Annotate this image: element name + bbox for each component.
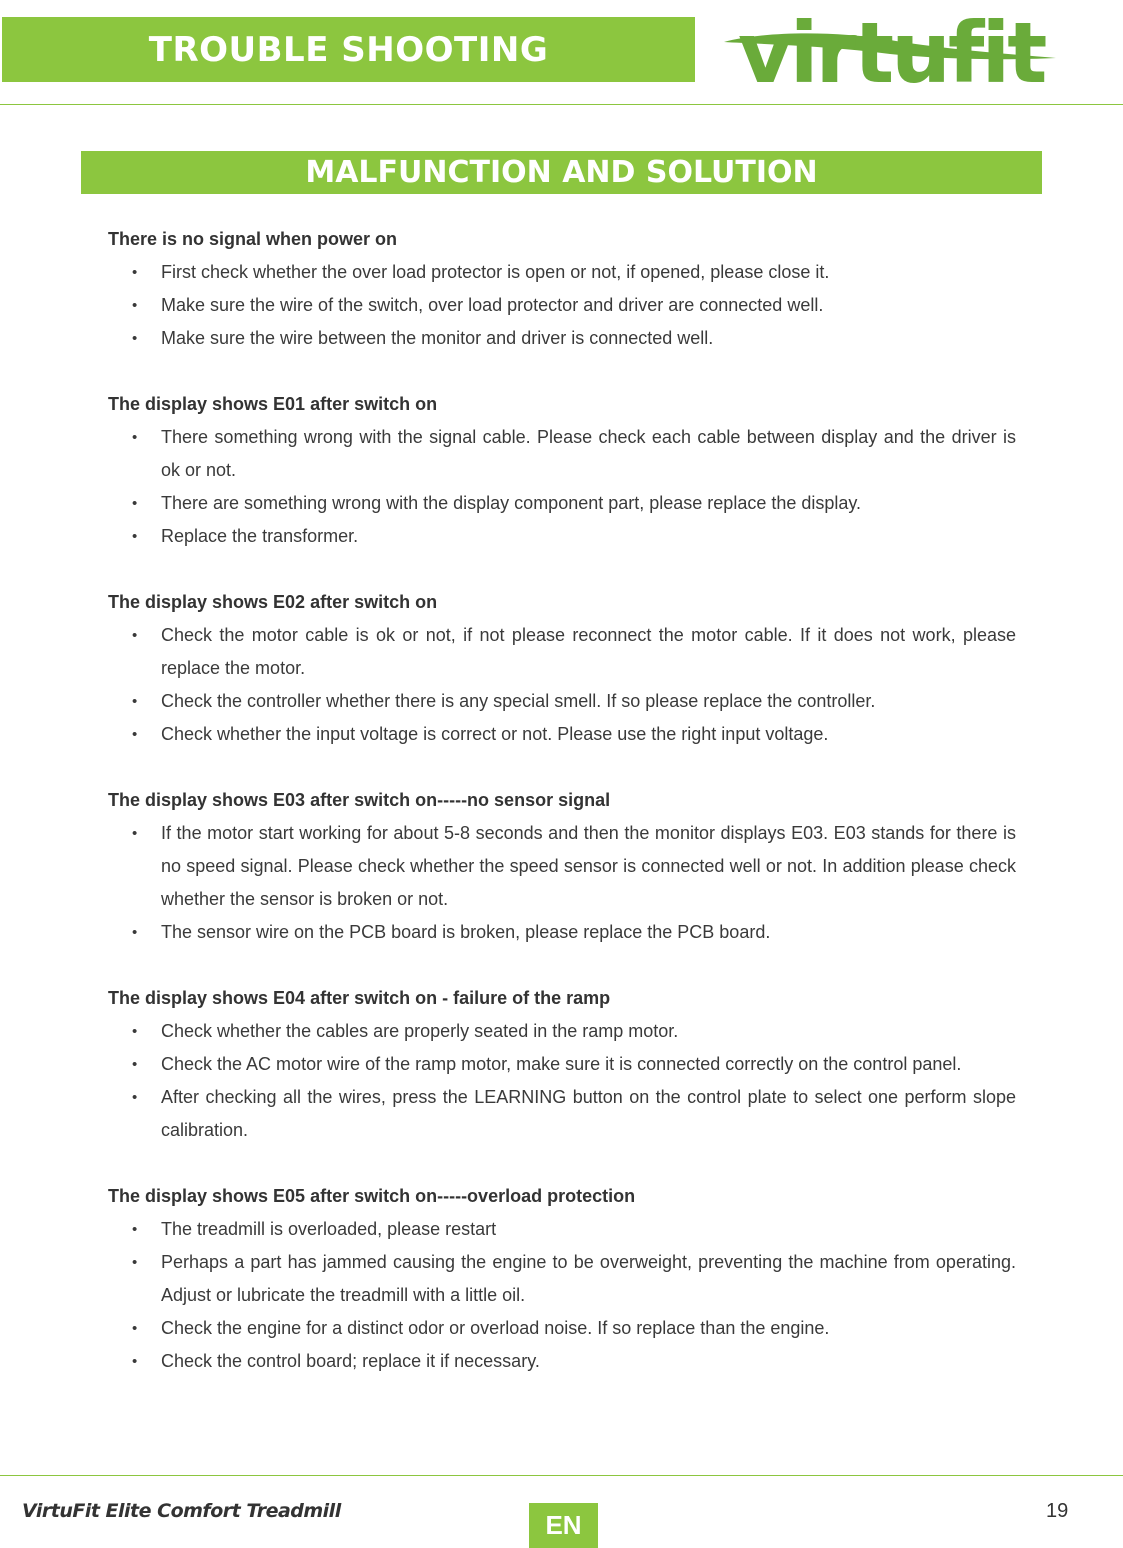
bullet-icon: • <box>132 297 138 314</box>
solution-text: Replace the transformer. <box>161 526 359 546</box>
solution-item <box>108 685 1016 718</box>
virtufit-logo <box>720 2 1060 94</box>
footer-product-name: VirtuFit Elite Comfort Treadmill <box>22 1500 341 1522</box>
issue-block <box>108 586 1016 751</box>
bullet-icon: • <box>132 429 138 446</box>
issue-heading: The display shows E01 after switch on <box>108 394 438 414</box>
solution-text: There are something wrong with the display component part, please replace the display. <box>161 493 862 513</box>
solution-text: Check the AC motor wire of the ramp motor, make sure it is connected correctly on the control panel. <box>161 1054 962 1074</box>
page-number: 19 <box>1046 1500 1069 1522</box>
solution-text: Make sure the wire of the switch, over load protector and driver are connected well. <box>161 295 824 315</box>
solution-text: Check the controller whether there is any special smell. If so please replace the controller. <box>161 691 876 711</box>
solution-text: If the motor start working for about 5-8 seconds and then the monitor displays E03. E03 stands for there is no speed signal. Please check whether the speed sensor is connected well or not. In addition please check whether the sensor is broken or not. <box>161 823 1016 909</box>
solution-item <box>108 1213 1016 1246</box>
solution-item <box>108 619 1016 685</box>
solution-text: The treadmill is overloaded, please restart <box>161 1219 497 1239</box>
solution-item <box>108 1081 1016 1147</box>
solution-list <box>108 421 1016 553</box>
solution-list <box>108 619 1016 751</box>
solution-text: Check the engine for a distinct odor or overload noise. If so replace than the engine. <box>161 1318 830 1338</box>
solution-item <box>108 289 1016 322</box>
bullet-icon: • <box>132 495 138 512</box>
bullet-icon: • <box>132 627 138 644</box>
bullet-icon: • <box>132 528 138 545</box>
solution-text: Check the motor cable is ok or not, if not please reconnect the motor cable. If it does not work, please replace the motor. <box>161 625 1016 678</box>
bullet-icon: • <box>132 1089 138 1106</box>
solution-text: There something wrong with the signal cable. Please check each cable between display and the driver is ok or not. <box>161 427 1016 480</box>
bullet-icon: • <box>132 264 138 281</box>
header-title: TROUBLE SHOOTING <box>148 29 549 70</box>
solution-item <box>108 322 1016 355</box>
solution-item <box>108 817 1016 916</box>
section-title: MALFUNCTION AND SOLUTION <box>305 155 818 190</box>
solution-list <box>108 256 1016 355</box>
header-banner <box>2 17 695 82</box>
issue-block <box>108 223 1016 355</box>
footer-divider <box>0 1475 1123 1476</box>
solution-text: Check the control board; replace it if necessary. <box>161 1351 540 1371</box>
bullet-icon: • <box>132 1056 138 1073</box>
bullet-icon: • <box>132 1254 138 1271</box>
solution-text: The sensor wire on the PCB board is broken, please replace the PCB board. <box>161 922 771 942</box>
solution-item <box>108 520 1016 553</box>
logo-wordmark: virtufit <box>738 4 1045 94</box>
solution-list <box>108 1015 1016 1147</box>
bullet-icon: • <box>132 825 138 842</box>
solution-item <box>108 1345 1016 1378</box>
bullet-icon: • <box>132 1023 138 1040</box>
solution-item <box>108 1015 1016 1048</box>
solution-item <box>108 1246 1016 1312</box>
solution-list <box>108 817 1016 949</box>
issue-block <box>108 784 1016 949</box>
solution-text: Perhaps a part has jammed causing the engine to be overweight, preventing the machine from operating. Adjust or lubricate the treadmill with a little oil. <box>161 1252 1016 1305</box>
bullet-icon: • <box>132 1221 138 1238</box>
issue-block <box>108 982 1016 1147</box>
issue-heading: There is no signal when power on <box>108 229 398 249</box>
section-banner <box>81 151 1042 194</box>
solution-item <box>108 1048 1016 1081</box>
language-badge: EN <box>529 1503 598 1548</box>
solution-item <box>108 916 1016 949</box>
solution-item <box>108 487 1016 520</box>
troubleshooting-content <box>108 223 1016 1411</box>
bullet-icon: • <box>132 1320 138 1337</box>
solution-item <box>108 1312 1016 1345</box>
issue-heading: The display shows E03 after switch on-----no sensor signal <box>108 790 611 810</box>
solution-text: Check whether the input voltage is correct or not. Please use the right input voltage. <box>161 724 829 744</box>
solution-item <box>108 256 1016 289</box>
issue-heading: The display shows E04 after switch on - failure of the ramp <box>108 988 611 1008</box>
solution-text: Check whether the cables are properly seated in the ramp motor. <box>161 1021 679 1041</box>
bullet-icon: • <box>132 726 138 743</box>
issue-heading: The display shows E02 after switch on <box>108 592 438 612</box>
issue-block <box>108 388 1016 553</box>
solution-text: Make sure the wire between the monitor and driver is connected well. <box>161 328 714 348</box>
solution-text: After checking all the wires, press the LEARNING button on the control plate to select one perform slope calibration. <box>161 1087 1016 1140</box>
bullet-icon: • <box>132 924 138 941</box>
bullet-icon: • <box>132 1353 138 1370</box>
header-divider <box>0 104 1123 105</box>
issue-heading: The display shows E05 after switch on-----overload protection <box>108 1186 636 1206</box>
issue-block <box>108 1180 1016 1378</box>
bullet-icon: • <box>132 693 138 710</box>
solution-text: First check whether the over load protector is open or not, if opened, please close it. <box>161 262 830 282</box>
solution-item <box>108 718 1016 751</box>
solution-item <box>108 421 1016 487</box>
solution-list <box>108 1213 1016 1378</box>
bullet-icon: • <box>132 330 138 347</box>
